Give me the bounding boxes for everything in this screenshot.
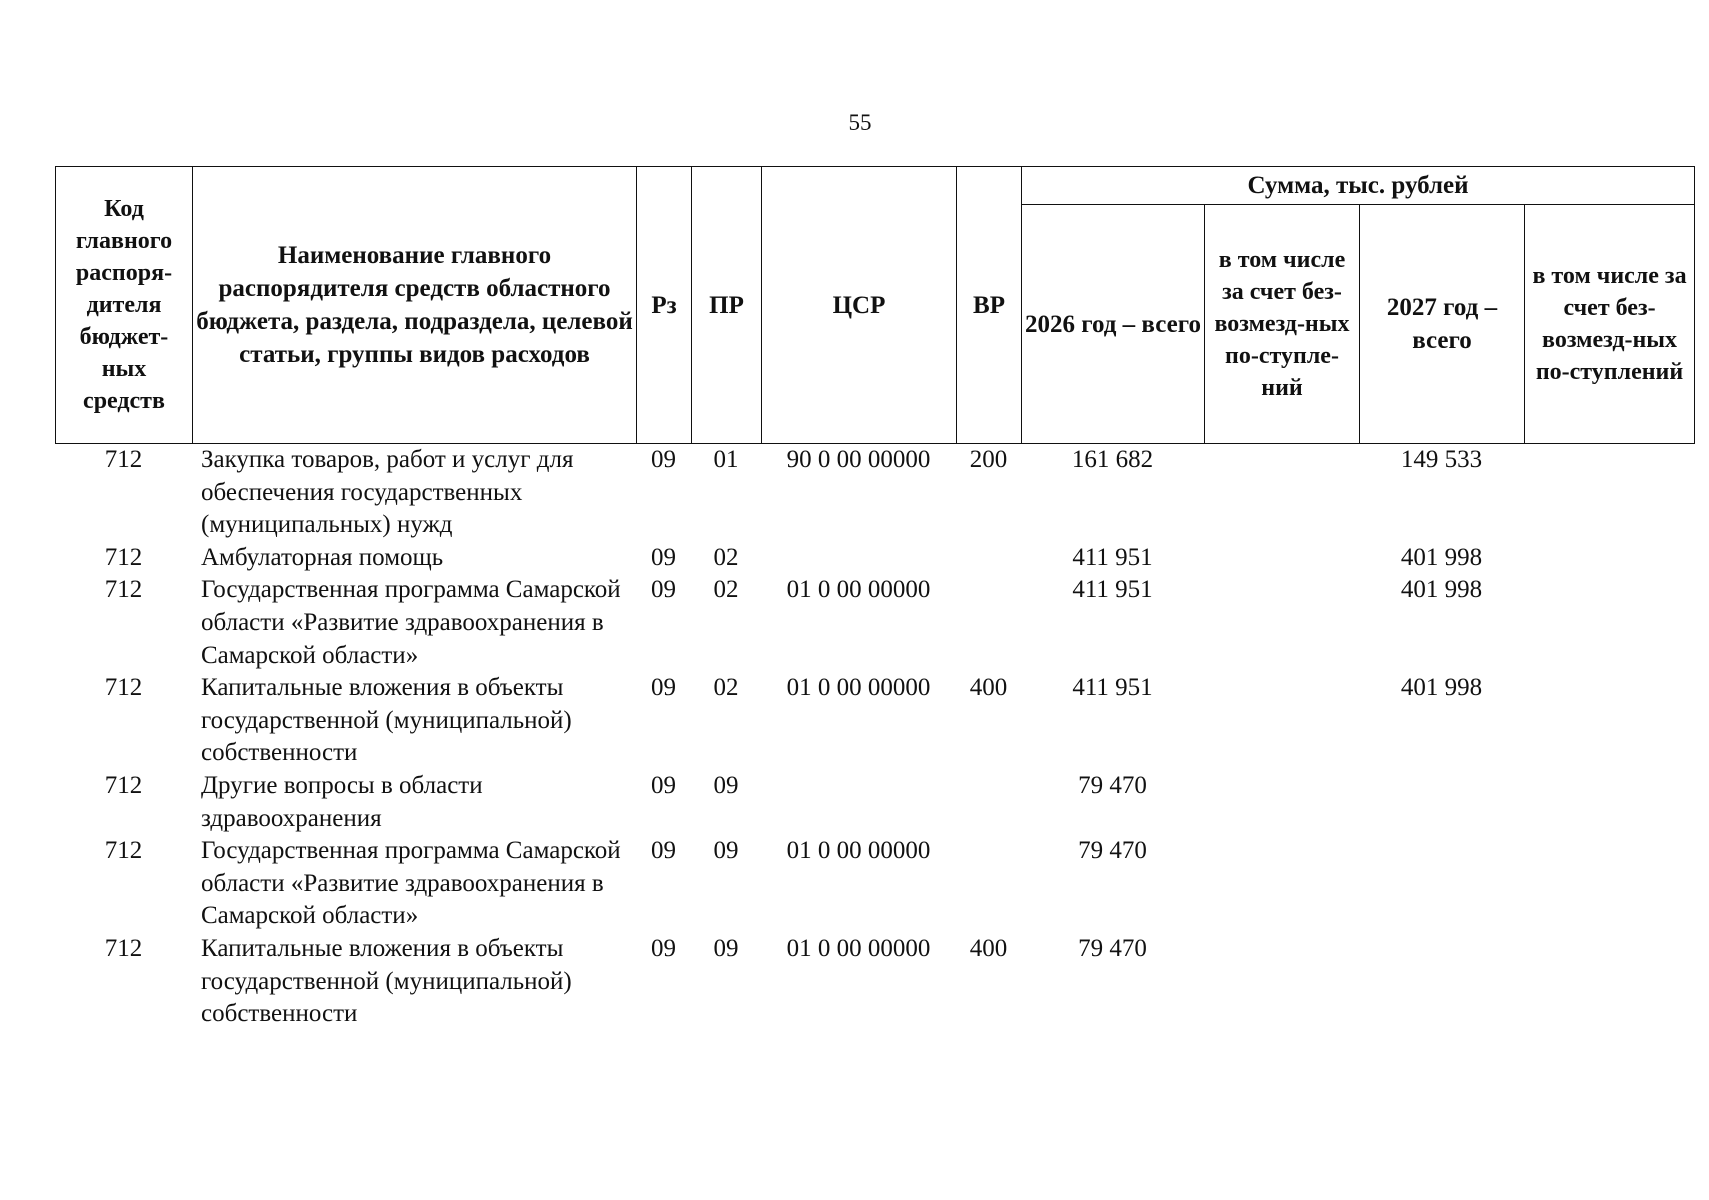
cell-csr: 01 0 00 00000 bbox=[786, 934, 931, 962]
cell-y2026-grants bbox=[1204, 444, 1359, 542]
cell-code: 712 bbox=[104, 576, 143, 604]
table-row bbox=[55, 672, 1694, 770]
cell-y2027: 401 998 bbox=[1400, 576, 1483, 604]
cell-y2027-grants bbox=[1524, 574, 1694, 672]
cell-y2027: 401 998 bbox=[1400, 543, 1483, 571]
cell-pr: 01 bbox=[713, 446, 739, 473]
header-code: Код главного распоря-дителя бюджет-ных средств bbox=[56, 167, 193, 444]
cell-vr: 400 bbox=[969, 934, 1008, 962]
cell-code: 712 bbox=[104, 771, 143, 799]
table-row bbox=[55, 933, 1694, 1031]
cell-rz: 09 bbox=[651, 674, 676, 702]
cell-y2026-grants bbox=[1204, 672, 1359, 770]
cell-rz: 09 bbox=[651, 837, 676, 865]
header-csr: ЦСР bbox=[762, 167, 957, 444]
page-number: 55 bbox=[848, 110, 872, 135]
table-row bbox=[55, 542, 1694, 575]
cell-y2027: 149 533 bbox=[1400, 446, 1483, 473]
cell-csr: 01 0 00 00000 bbox=[786, 674, 931, 702]
cell-code: 712 bbox=[104, 674, 143, 702]
cell-y2027 bbox=[1359, 933, 1524, 1031]
cell-name: Амбулаторная помощь bbox=[201, 543, 444, 571]
cell-y2026-grants bbox=[1204, 933, 1359, 1031]
cell-vr bbox=[956, 835, 1021, 933]
cell-y2026-grants bbox=[1204, 542, 1359, 575]
header-2027-grants: в том числе за счет без-возмезд-ных по-ступлений bbox=[1525, 205, 1695, 444]
cell-csr bbox=[761, 542, 956, 575]
cell-pr: 02 bbox=[713, 543, 739, 571]
cell-pr: 02 bbox=[713, 674, 739, 702]
header-sum-title: Сумма, тыс. рублей bbox=[1022, 167, 1695, 205]
header-2026-grants: в том числе за счет без-возмезд-ных по-ступле-ний bbox=[1205, 205, 1360, 444]
cell-rz: 09 bbox=[651, 934, 676, 962]
cell-vr bbox=[956, 770, 1021, 835]
header-pr: ПР bbox=[692, 167, 762, 444]
cell-vr bbox=[956, 542, 1021, 575]
cell-y2027-grants bbox=[1524, 933, 1694, 1031]
cell-y2027 bbox=[1359, 770, 1524, 835]
table-row bbox=[55, 770, 1694, 835]
cell-code: 712 bbox=[104, 543, 143, 571]
cell-name: Закупка товаров, работ и услуг для обеспечения государственных (муниципальных) нужд bbox=[201, 446, 574, 539]
budget-table-header bbox=[55, 166, 1695, 444]
cell-y2026-grants bbox=[1204, 574, 1359, 672]
cell-y2026-grants bbox=[1204, 770, 1359, 835]
table-row bbox=[55, 574, 1694, 672]
cell-y2026-grants bbox=[1204, 835, 1359, 933]
cell-name: Государственная программа Самарской области «Развитие здравоохранения в Самарской области» bbox=[201, 576, 621, 669]
cell-y2026: 79 470 bbox=[1078, 771, 1147, 799]
cell-name: Капитальные вложения в объекты государственной (муниципальной) собственности bbox=[201, 934, 572, 1028]
cell-vr bbox=[956, 574, 1021, 672]
cell-rz: 09 bbox=[651, 576, 676, 604]
header-name: Наименование главного распорядителя средств областного бюджета, раздела, подраздела, целевой статьи, группы видов расходов bbox=[193, 167, 637, 444]
cell-csr bbox=[761, 770, 956, 835]
cell-y2026: 161 682 bbox=[1071, 446, 1154, 473]
cell-y2027-grants bbox=[1524, 672, 1694, 770]
header-rz: Рз bbox=[637, 167, 692, 444]
cell-y2026: 411 951 bbox=[1072, 576, 1153, 604]
table-row bbox=[55, 835, 1694, 933]
budget-table-body bbox=[55, 444, 1694, 1031]
cell-code: 712 bbox=[104, 446, 143, 473]
cell-y2027-grants bbox=[1524, 542, 1694, 575]
cell-csr: 01 0 00 00000 bbox=[786, 576, 931, 604]
cell-pr: 09 bbox=[713, 771, 739, 799]
cell-rz: 09 bbox=[651, 543, 676, 571]
cell-y2026: 79 470 bbox=[1078, 934, 1147, 962]
cell-y2026: 411 951 bbox=[1072, 543, 1153, 571]
header-2027-total: 2027 год – всего bbox=[1360, 205, 1525, 444]
cell-csr: 01 0 00 00000 bbox=[786, 837, 931, 865]
cell-y2027-grants bbox=[1524, 444, 1694, 542]
cell-y2026: 79 470 bbox=[1078, 837, 1147, 865]
cell-code: 712 bbox=[104, 837, 143, 865]
header-vr: ВР bbox=[957, 167, 1022, 444]
cell-vr: 200 bbox=[969, 446, 1008, 473]
cell-rz: 09 bbox=[651, 771, 676, 799]
cell-y2026: 411 951 bbox=[1072, 674, 1153, 702]
cell-name: Капитальные вложения в объекты государственной (муниципальной) собственности bbox=[201, 674, 572, 767]
cell-pr: 09 bbox=[713, 934, 739, 962]
cell-csr: 90 0 00 00000 bbox=[786, 446, 931, 473]
cell-vr: 400 bbox=[969, 674, 1008, 702]
cell-rz: 09 bbox=[651, 446, 676, 473]
cell-name: Государственная программа Самарской области «Развитие здравоохранения в Самарской области» bbox=[201, 837, 621, 930]
cell-pr: 02 bbox=[713, 576, 739, 604]
cell-code: 712 bbox=[104, 934, 143, 962]
table-row bbox=[55, 444, 1694, 542]
cell-y2027-grants bbox=[1524, 835, 1694, 933]
cell-name: Другие вопросы в области здравоохранения bbox=[201, 771, 483, 832]
header-2026-total: 2026 год – всего bbox=[1022, 205, 1205, 444]
cell-y2027: 401 998 bbox=[1400, 674, 1483, 702]
cell-pr: 09 bbox=[713, 837, 739, 865]
cell-y2027-grants bbox=[1524, 770, 1694, 835]
cell-y2027 bbox=[1359, 835, 1524, 933]
